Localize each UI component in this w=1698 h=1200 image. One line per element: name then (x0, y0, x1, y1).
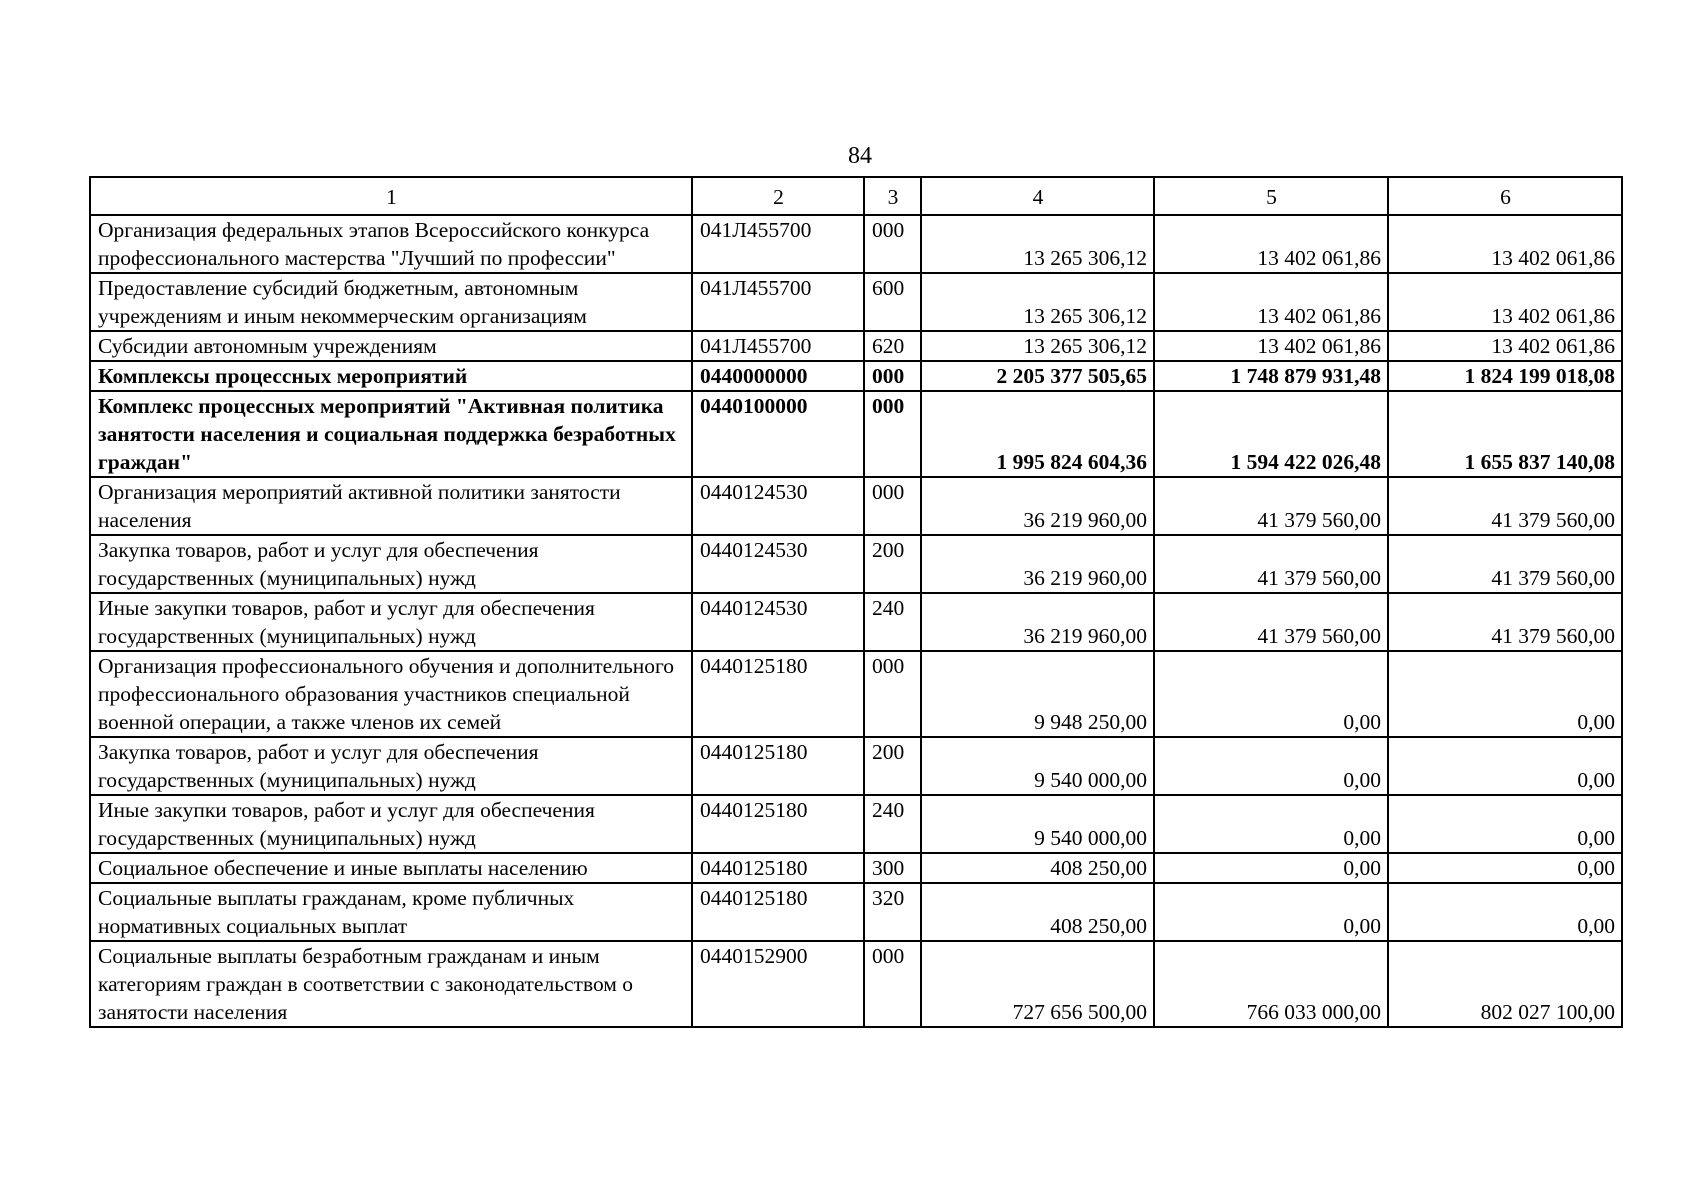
row-code-cell: 0440000000 (692, 361, 864, 391)
row-code-cell: 0440125180 (692, 737, 864, 795)
row-value-cell: 0,00 (1154, 795, 1388, 853)
row-value-cell: 0,00 (1388, 795, 1622, 853)
row-code-cell: 0440124530 (692, 477, 864, 535)
row-value-cell: 0,00 (1154, 853, 1388, 883)
row-value-cell: 13 265 306,12 (921, 215, 1154, 273)
row-value-cell: 41 379 560,00 (1388, 477, 1622, 535)
row-name-cell: Комплекс процессных мероприятий "Активная политика занятости населения и социальная поддержка безработных граждан" (90, 391, 692, 477)
column-header: 5 (1154, 177, 1388, 215)
row-expense-type-cell: 620 (864, 331, 921, 361)
table-row (90, 535, 1622, 593)
row-value-cell: 727 656 500,00 (921, 941, 1154, 1027)
row-value-cell: 0,00 (1388, 853, 1622, 883)
row-value-cell: 41 379 560,00 (1154, 535, 1388, 593)
table-row (90, 651, 1622, 737)
row-expense-type-cell: 000 (864, 391, 921, 477)
table-row (90, 737, 1622, 795)
row-expense-type-cell: 240 (864, 795, 921, 853)
budget-table (89, 176, 1623, 1028)
row-value-cell: 13 402 061,86 (1154, 331, 1388, 361)
row-value-cell: 9 948 250,00 (921, 651, 1154, 737)
row-expense-type-cell: 240 (864, 593, 921, 651)
page-number: 84 (848, 143, 872, 169)
column-number-row (90, 177, 1622, 215)
row-expense-type-cell: 300 (864, 853, 921, 883)
column-header: 3 (864, 177, 921, 215)
row-expense-type-cell: 200 (864, 535, 921, 593)
row-name-cell: Предоставление субсидий бюджетным, автономным учреждениям и иным некоммерческим организациям (90, 273, 692, 331)
row-code-cell: 0440124530 (692, 593, 864, 651)
row-name-cell: Иные закупки товаров, работ и услуг для обеспечения государственных (муниципальных) нужд (90, 795, 692, 853)
row-value-cell: 13 402 061,86 (1388, 215, 1622, 273)
row-value-cell: 0,00 (1388, 737, 1622, 795)
row-value-cell: 13 402 061,86 (1154, 215, 1388, 273)
row-name-cell: Закупка товаров, работ и услуг для обеспечения государственных (муниципальных) нужд (90, 737, 692, 795)
row-code-cell: 0440125180 (692, 651, 864, 737)
column-header: 1 (90, 177, 692, 215)
row-value-cell: 2 205 377 505,65 (921, 361, 1154, 391)
table-row (90, 391, 1622, 477)
row-value-cell: 36 219 960,00 (921, 535, 1154, 593)
row-value-cell: 408 250,00 (921, 883, 1154, 941)
row-name-cell: Закупка товаров, работ и услуг для обеспечения государственных (муниципальных) нужд (90, 535, 692, 593)
row-value-cell: 13 402 061,86 (1388, 273, 1622, 331)
row-value-cell: 13 402 061,86 (1154, 273, 1388, 331)
column-header: 4 (921, 177, 1154, 215)
row-value-cell: 1 995 824 604,36 (921, 391, 1154, 477)
row-value-cell: 0,00 (1388, 883, 1622, 941)
row-value-cell: 1 748 879 931,48 (1154, 361, 1388, 391)
table-row (90, 273, 1622, 331)
table-row (90, 477, 1622, 535)
row-value-cell: 36 219 960,00 (921, 477, 1154, 535)
row-value-cell: 13 265 306,12 (921, 273, 1154, 331)
row-code-cell: 041Л455700 (692, 273, 864, 331)
row-expense-type-cell: 000 (864, 215, 921, 273)
table-row (90, 361, 1622, 391)
row-value-cell: 0,00 (1388, 651, 1622, 737)
row-code-cell: 0440152900 (692, 941, 864, 1027)
row-value-cell: 1 655 837 140,08 (1388, 391, 1622, 477)
row-expense-type-cell: 000 (864, 477, 921, 535)
row-name-cell: Комплексы процессных мероприятий (90, 361, 692, 391)
row-name-cell: Организация мероприятий активной политики занятости населения (90, 477, 692, 535)
row-value-cell: 13 402 061,86 (1388, 331, 1622, 361)
row-code-cell: 041Л455700 (692, 331, 864, 361)
row-value-cell: 9 540 000,00 (921, 737, 1154, 795)
row-name-cell: Организация федеральных этапов Всероссийского конкурса профессионального мастерства "Лучший по профессии" (90, 215, 692, 273)
row-code-cell: 041Л455700 (692, 215, 864, 273)
row-value-cell: 41 379 560,00 (1154, 477, 1388, 535)
row-code-cell: 0440125180 (692, 795, 864, 853)
row-value-cell: 1 824 199 018,08 (1388, 361, 1622, 391)
row-code-cell: 0440124530 (692, 535, 864, 593)
row-value-cell: 0,00 (1154, 883, 1388, 941)
row-name-cell: Социальные выплаты гражданам, кроме публичных нормативных социальных выплат (90, 883, 692, 941)
row-value-cell: 41 379 560,00 (1388, 535, 1622, 593)
row-name-cell: Организация профессионального обучения и дополнительного профессионального образования участников специальной военной операции, а также членов их семей (90, 651, 692, 737)
row-name-cell: Социальные выплаты безработным гражданам и иным категориям граждан в соответствии с законодательством о занятости населения (90, 941, 692, 1027)
row-code-cell: 0440100000 (692, 391, 864, 477)
table-row (90, 883, 1622, 941)
row-name-cell: Иные закупки товаров, работ и услуг для обеспечения государственных (муниципальных) нужд (90, 593, 692, 651)
row-name-cell: Субсидии автономным учреждениям (90, 331, 692, 361)
row-expense-type-cell: 000 (864, 651, 921, 737)
row-expense-type-cell: 000 (864, 941, 921, 1027)
table-row (90, 215, 1622, 273)
row-expense-type-cell: 000 (864, 361, 921, 391)
table-body (90, 177, 1622, 1027)
table-row (90, 331, 1622, 361)
row-value-cell: 41 379 560,00 (1154, 593, 1388, 651)
column-header: 2 (692, 177, 864, 215)
table-row (90, 853, 1622, 883)
row-value-cell: 1 594 422 026,48 (1154, 391, 1388, 477)
row-expense-type-cell: 320 (864, 883, 921, 941)
table-row (90, 593, 1622, 651)
table-row (90, 941, 1622, 1027)
row-value-cell: 408 250,00 (921, 853, 1154, 883)
row-expense-type-cell: 200 (864, 737, 921, 795)
table-row (90, 795, 1622, 853)
row-value-cell: 41 379 560,00 (1388, 593, 1622, 651)
row-expense-type-cell: 600 (864, 273, 921, 331)
row-value-cell: 9 540 000,00 (921, 795, 1154, 853)
column-header: 6 (1388, 177, 1622, 215)
row-value-cell: 36 219 960,00 (921, 593, 1154, 651)
row-code-cell: 0440125180 (692, 853, 864, 883)
row-value-cell: 0,00 (1154, 737, 1388, 795)
row-name-cell: Социальное обеспечение и иные выплаты населению (90, 853, 692, 883)
row-value-cell: 0,00 (1154, 651, 1388, 737)
row-code-cell: 0440125180 (692, 883, 864, 941)
row-value-cell: 766 033 000,00 (1154, 941, 1388, 1027)
row-value-cell: 13 265 306,12 (921, 331, 1154, 361)
row-value-cell: 802 027 100,00 (1388, 941, 1622, 1027)
